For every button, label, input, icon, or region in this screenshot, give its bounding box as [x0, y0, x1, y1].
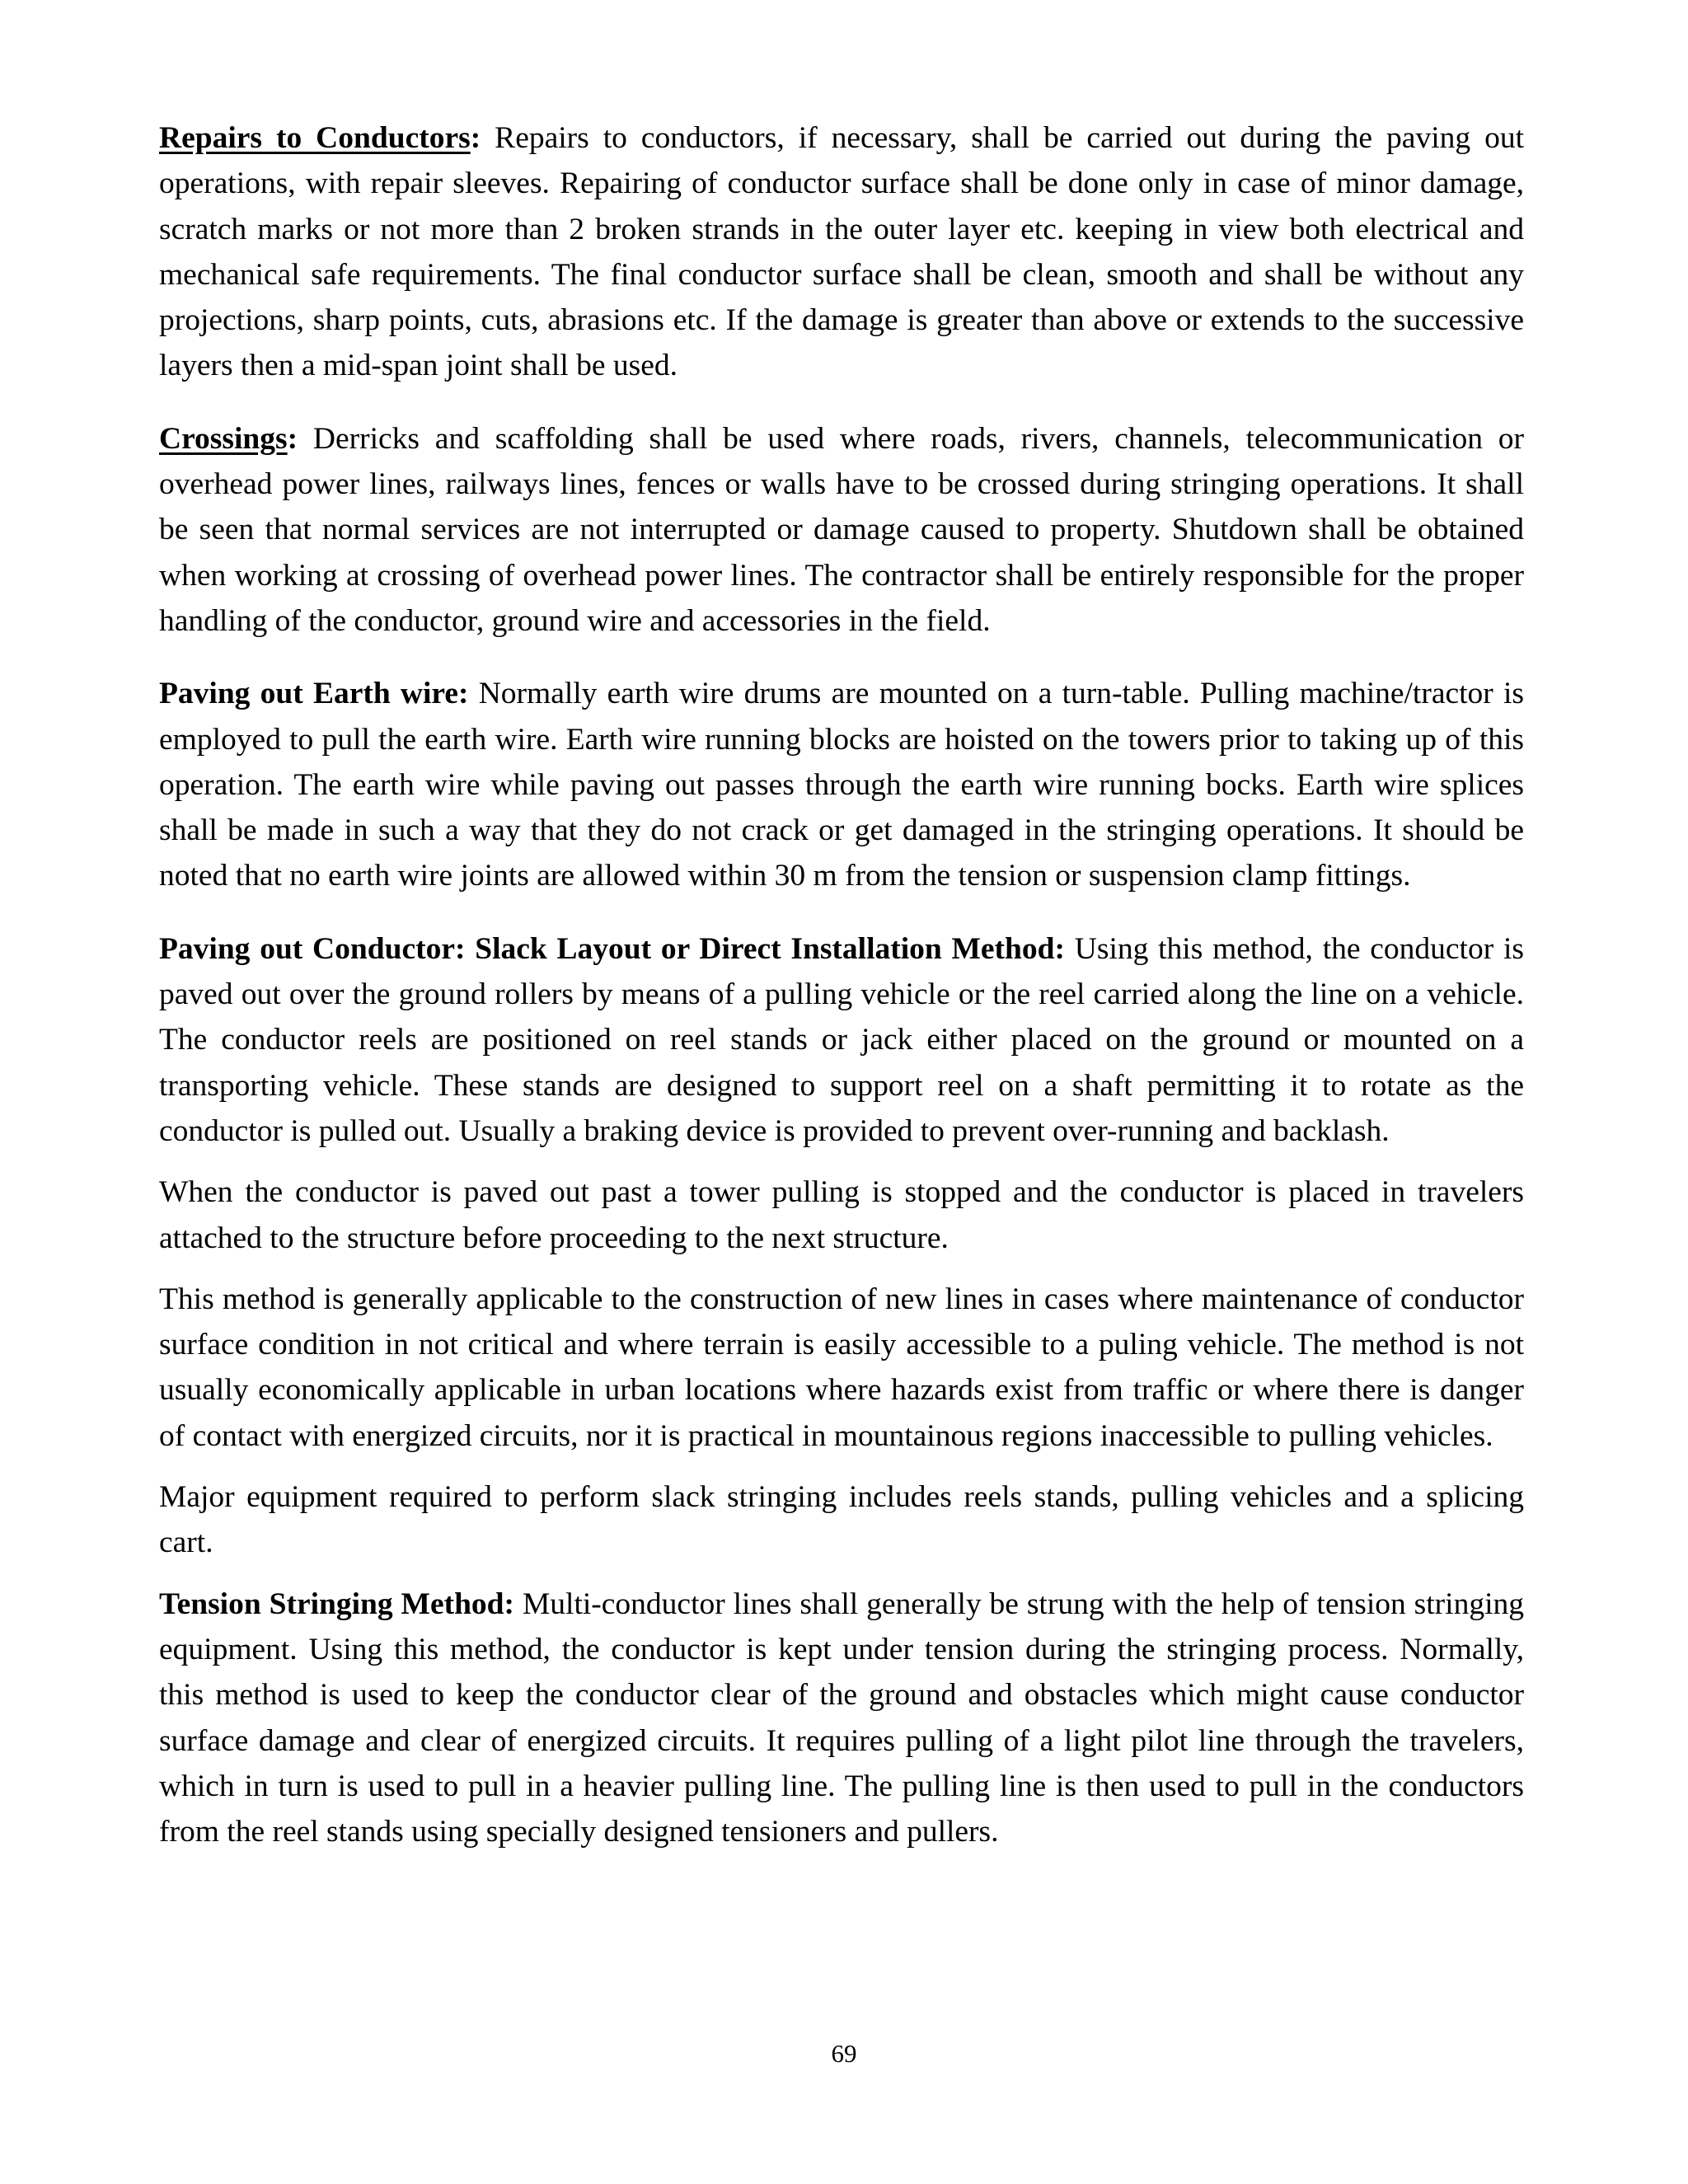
section-heading: Paving out Earth wire:: [159, 677, 469, 711]
section-heading: [159, 422, 298, 456]
paragraph-body: Using this method, the conductor is paved out over the ground rollers by means of a pulling vehicle or the reel carried along the line on a vehicle. The conductor reels are positioned on reel stands or jack either placed on the ground or mounted on a transporting vehicle. These stands are designed to support reel on a shaft permitting it to rotate as the conductor is pulled out. Usually a braking device is provided to prevent over-running and backlash.: [159, 931, 1524, 1148]
paragraph-tower-pulling: [159, 1169, 1524, 1261]
section-heading-underlined: Repairs to Conductors: [159, 121, 471, 155]
paragraph-body: Repairs to conductors, if necessary, shall be carried out during the paving out operations, with repair sleeves. Repairing of conductor surface shall be done only in case of minor damage, scratch marks or not more than 2 broken strands in the outer layer etc. keeping in view both electrical and mechanical safe requirements. The final conductor surface shall be clean, smooth and shall be without any projections, sharp points, cuts, abrasions etc. If the damage is greater than above or extends to the successive layers then a mid-span joint shall be used.: [159, 121, 1524, 383]
paragraph-paving-out-earth-wire: [159, 671, 1524, 898]
paragraph-repairs-to-conductors: [159, 115, 1524, 389]
paragraph-body: When the conductor is paved out past a tower pulling is stopped and the conductor is placed in travelers attached to the structure before proceeding to the next structure.: [159, 1175, 1524, 1255]
paragraph-body: Major equipment required to perform slack stringing includes reels stands, pulling vehicles and a splicing cart.: [159, 1480, 1524, 1560]
section-heading: Paving out Conductor: Slack Layout or Direct Installation Method:: [159, 931, 1065, 966]
paragraph-paving-out-conductor: [159, 926, 1524, 1154]
paragraph-method-applicability: [159, 1277, 1524, 1459]
paragraph-major-equipment: [159, 1474, 1524, 1566]
section-heading-colon: :: [287, 421, 298, 456]
paragraph-body: Multi-conductor lines shall generally be strung with the help of tension stringing equipment. Using this method, the conductor is kept under tension during the stringing process. Normally, this method is used to keep the conductor clear of the ground and obstacles which might cause conductor surface damage and clear of energized circuits. It requires pulling of a light pilot line through the travelers, which in turn is used to pull in a heavier pulling line. The pulling line is then used to pull in the conductors from the reel stands using specially designed tensioners and pullers.: [159, 1586, 1525, 1849]
paragraph-body: Derricks and scaffolding shall be used where roads, rivers, channels, telecommunication or overhead power lines, railways lines, fences or walls have to be crossed during stringing operations. It shall be seen that normal services are not interrupted or damage caused to property. Shutdown shall be obtained when working at crossing of overhead power lines. The contractor shall be entirely responsible for the proper handling of the conductor, ground wire and accessories in the field.: [159, 421, 1524, 638]
section-heading-colon: :: [470, 121, 481, 155]
page-number: 69: [831, 2039, 857, 2068]
document-page: [159, 115, 1524, 1854]
section-heading: [159, 121, 481, 155]
paragraph-crossings: [159, 416, 1524, 644]
paragraph-body: This method is generally applicable to the construction of new lines in cases where maintenance of conductor surface condition in not critical and where terrain is easily accessible to a puling vehicle. The method is not usually economically applicable in urban locations where hazards exist from traffic or where there is danger of contact with energized circuits, nor it is practical in mountainous regions inaccessible to pulling vehicles.: [159, 1282, 1524, 1453]
section-heading-underlined: Crossings: [159, 421, 288, 456]
section-heading: Tension Stringing Method:: [159, 1586, 515, 1621]
paragraph-tension-stringing-method: [159, 1582, 1524, 1855]
paragraph-body: Normally earth wire drums are mounted on a turn-table. Pulling machine/tractor is employed to pull the earth wire. Earth wire running blocks are hoisted on the towers prior to taking up of this operation. The earth wire while paving out passes through the earth wire running bocks. Earth wire splices shall be made in such a way that they do not crack or get damaged in the stringing operations. It should be noted that no earth wire joints are allowed within 30 m from the tension or suspension clamp fittings.: [159, 677, 1524, 893]
